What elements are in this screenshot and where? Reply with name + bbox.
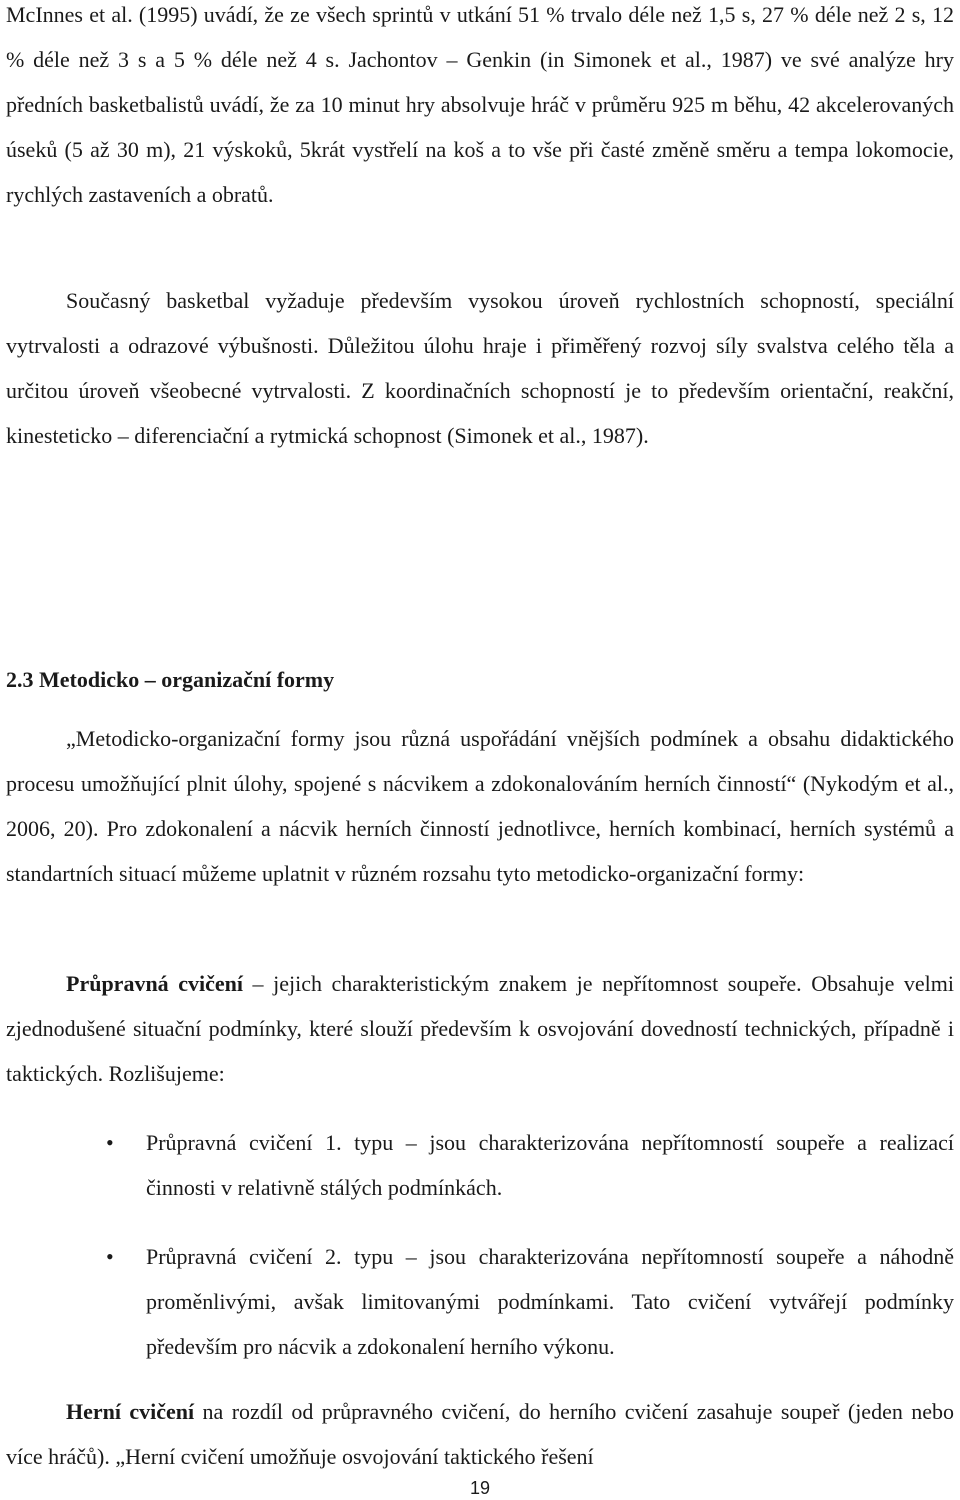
page-number: 19: [469, 1478, 491, 1498]
game-exercises-description: na rozdíl od průpravného cvičení, do herního cvičení zasahuje soupeř (jeden nebo více hráčů). „Herní cvičení umožňuje osvojování taktického řešení: [6, 1399, 954, 1469]
term-game-exercises: Herní cvičení: [66, 1399, 195, 1424]
preparatory-description: – jejich charakteristickým znakem je nepřítomnost soupeře. Obsahuje velmi zjednodušené situační podmínky, které slouží především k osvojování dovedností technických, případně i taktických. Rozlišujeme:: [6, 971, 954, 1086]
paragraph-game-exercises: [6, 1389, 954, 1479]
bullet-text-type2: Průpravná cvičení 2. typu – jsou charakterizována nepřítomností soupeře a náhodně proměnlivými, avšak limitovanými podmínkami. Tato cvičení vytvářejí podmínky především pro nácvik a zdokonalení herního výkonu.: [146, 1244, 954, 1359]
paragraph-methodical-forms: „Metodicko-organizační formy jsou různá uspořádání vnějších podmínek a obsahu didaktického procesu umožňující plnit úlohy, spojené s nácvikem a zdokonalováním herních činností“ (Nykodým et al., 2006, 20). Pro zdokonalení a nácvik herních činností jednotlivce, herních kombinací, herních systémů a standartních situací můžeme uplatnit v různém rozsahu tyto metodicko-organizační formy:: [6, 726, 954, 886]
list-item: [6, 1120, 954, 1210]
paragraph-modern-basketball: Současný basketbal vyžaduje především vysokou úroveň rychlostních schopností, speciální vytrvalosti a odrazové výbušnosti. Důležitou úlohu hraje i přiměřený rozvoj síly svalstva celého těla a určitou úroveň všeobecné vytrvalosti. Z koordinačních schopností je to především orientační, reakční, kinesteticko – diferenciační a rytmická schopnost (Simonek et al., 1987).: [6, 288, 954, 448]
bullet-icon: •: [106, 1244, 114, 1269]
paragraph-sprint-analysis: McInnes et al. (1995) uvádí, že ze všech sprintů v utkání 51 % trvalo déle než 1,5 s, 27 % déle než 2 s, 12 % déle než 3 s a 5 % déle než 4 s. Jachontov – Genkin (in Simonek et al., 1987) ve své analýze hry předních basketbalistů uvádí, že za 10 minut hry absolvuje hráč v průměru 925 m běhu, 42 akcelerovaných úseků (5 až 30 m), 21 výskoků, 5krát vystřelí na koš a to vše při časté změně směru a tempa lokomocie, rychlých zastaveních a obratů.: [6, 2, 954, 207]
bullet-list: [6, 1120, 954, 1393]
term-preparatory-exercises: Průpravná cvičení: [66, 971, 243, 996]
list-item: [6, 1234, 954, 1369]
paragraph-preparatory-exercises: [6, 961, 954, 1096]
bullet-text-type1: Průpravná cvičení 1. typu – jsou charakterizována nepřítomností soupeře a realizací činnosti v relativně stálých podmínkách.: [146, 1130, 954, 1200]
bullet-icon: •: [106, 1130, 114, 1155]
section-heading: 2.3 Metodicko – organizační formy: [6, 667, 335, 692]
